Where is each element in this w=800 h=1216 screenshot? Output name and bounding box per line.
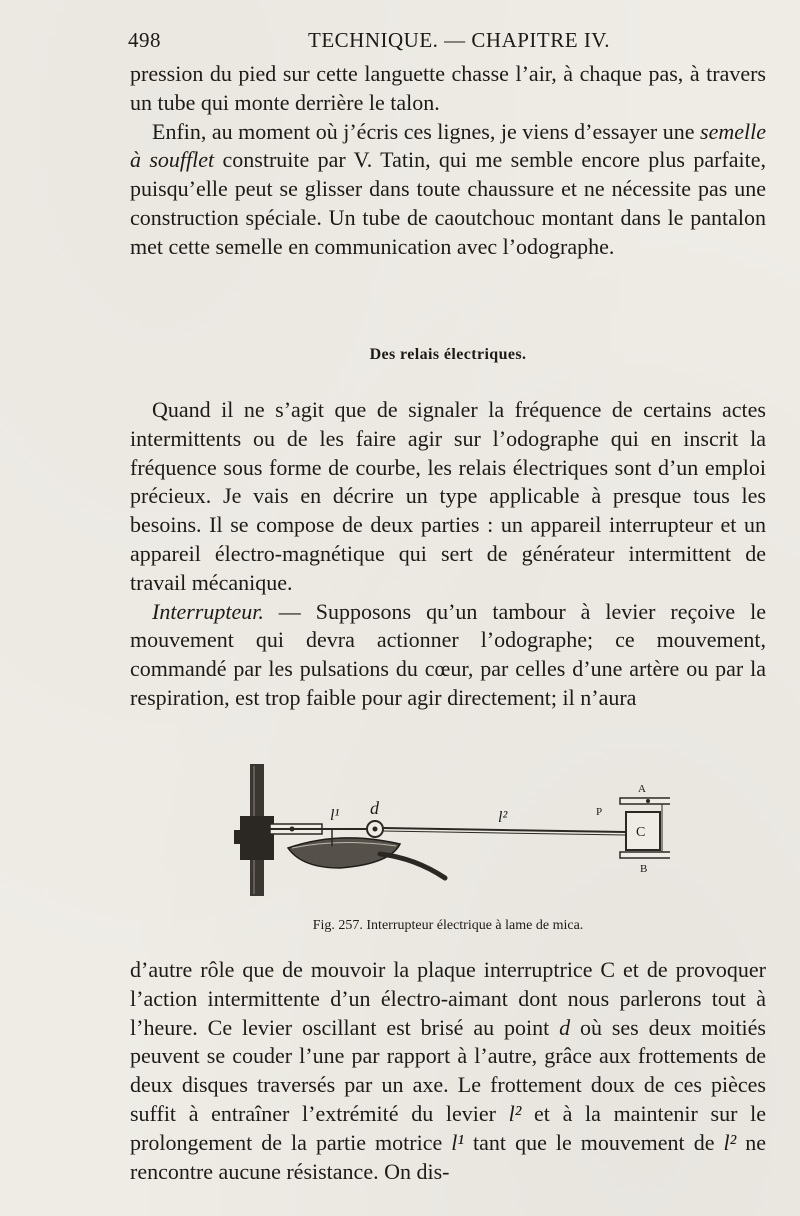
running-head xyxy=(128,28,770,56)
italic-term: l² xyxy=(508,1100,522,1126)
label-c: C xyxy=(636,825,646,840)
paragraph-text: construite par V. Tatin, qui me semble encore plus parfaite, puisqu’elle peut se glisser dans toute chaussure et ne nécessite pas une construction spéciale. Un tube de caoutchouc montant dans le pantalon met cette semelle en communication avec l’odographe. xyxy=(130,147,766,259)
paragraph-relais xyxy=(130,396,766,598)
running-title: TECHNIQUE. — CHAPITRE IV. xyxy=(308,28,611,52)
paragraph-text: ne rencontre aucune résistance. On dis- xyxy=(130,1129,767,1184)
paragraph-text: Quand il ne s’agit que de signaler la fréquence de certains actes intermittents ou de les faire agir sur l’odographe qui en inscrit la fréquence sous forme de courbe, les relais électriques sont d’un emploi précieux. Je vais en décrire un type applicable à presque tous les besoins. Il se compose de deux parties : un appareil interrupteur et un appareil électro-magnétique qui sert de générateur intermittent de travail mécanique. xyxy=(130,397,766,595)
paragraph-text: où ses deux moitiés peuvent se couder l’une par rapport à l’autre, grâce aux frottements de deux disques traversés par un axe. Le frottement doux de ces pièces suffit à entraîner l’extrémité du levier xyxy=(130,1014,766,1126)
paragraph-interrupteur xyxy=(130,598,766,713)
hinge-axis xyxy=(373,827,378,832)
clamp-screw xyxy=(234,830,244,844)
italic-term: d xyxy=(559,1014,571,1040)
italic-term: semelle à soufflet xyxy=(130,118,766,173)
label-p: P xyxy=(596,806,603,818)
plate-b xyxy=(620,852,670,858)
label-b: B xyxy=(640,863,648,875)
paragraph-text: pression du pied sur cette languette chasse l’air, à chaque pas, à travers un tube qui monte derrière le talon. xyxy=(130,61,766,115)
label-d: d xyxy=(370,798,379,818)
figure-interrupteur xyxy=(230,760,670,900)
paragraph-levier xyxy=(130,956,766,1186)
italic-term: l² xyxy=(723,1129,737,1155)
text-block-middle xyxy=(130,396,766,713)
paragraph-semelle xyxy=(130,118,766,262)
label-l1: l¹ xyxy=(330,807,340,824)
text-block-bottom xyxy=(130,956,766,1186)
paragraph-text: d’autre rôle que de mouvoir la plaque interruptrice C et de provoquer l’action intermittente d’un électro-aimant dont nous parlerons tout à l’heure. Ce levier oscillant est brisé au point xyxy=(130,957,766,1040)
section-heading: Des relais électriques. xyxy=(369,346,527,363)
paragraph-text: et à la maintenir sur le prolongement de la partie motrice xyxy=(130,1100,766,1155)
paragraph-text: Enfin, au moment où j’écris ces lignes, je viens d’essayer une xyxy=(152,118,701,144)
rubber-tube xyxy=(380,854,445,878)
label-a: A xyxy=(638,783,646,795)
figure-illustration xyxy=(230,760,670,900)
figure-caption: Fig. 257. Interrupteur électrique à lame de mica. xyxy=(312,918,584,933)
clamp xyxy=(240,816,274,860)
page-number: 498 xyxy=(128,28,161,52)
plate-a xyxy=(620,798,670,804)
paragraph-continuation xyxy=(130,60,766,118)
paragraph-text: — Supposons qu’un tambour à levier reçoive le mouvement qui devra actionner l’odographe; ce mouvement, commandé par les pulsations du cœur, par celles d’une artère ou par la respiration, est trop faible pour agir directement; il n’aura xyxy=(130,598,766,710)
italic-term: Interrupteur. xyxy=(152,598,264,624)
plate-a-screw xyxy=(646,799,650,803)
italic-term: l¹ xyxy=(451,1129,465,1155)
text-block-top xyxy=(130,60,766,262)
paragraph-text: tant que le mouvement de xyxy=(464,1129,724,1155)
label-l2: l² xyxy=(498,809,508,826)
